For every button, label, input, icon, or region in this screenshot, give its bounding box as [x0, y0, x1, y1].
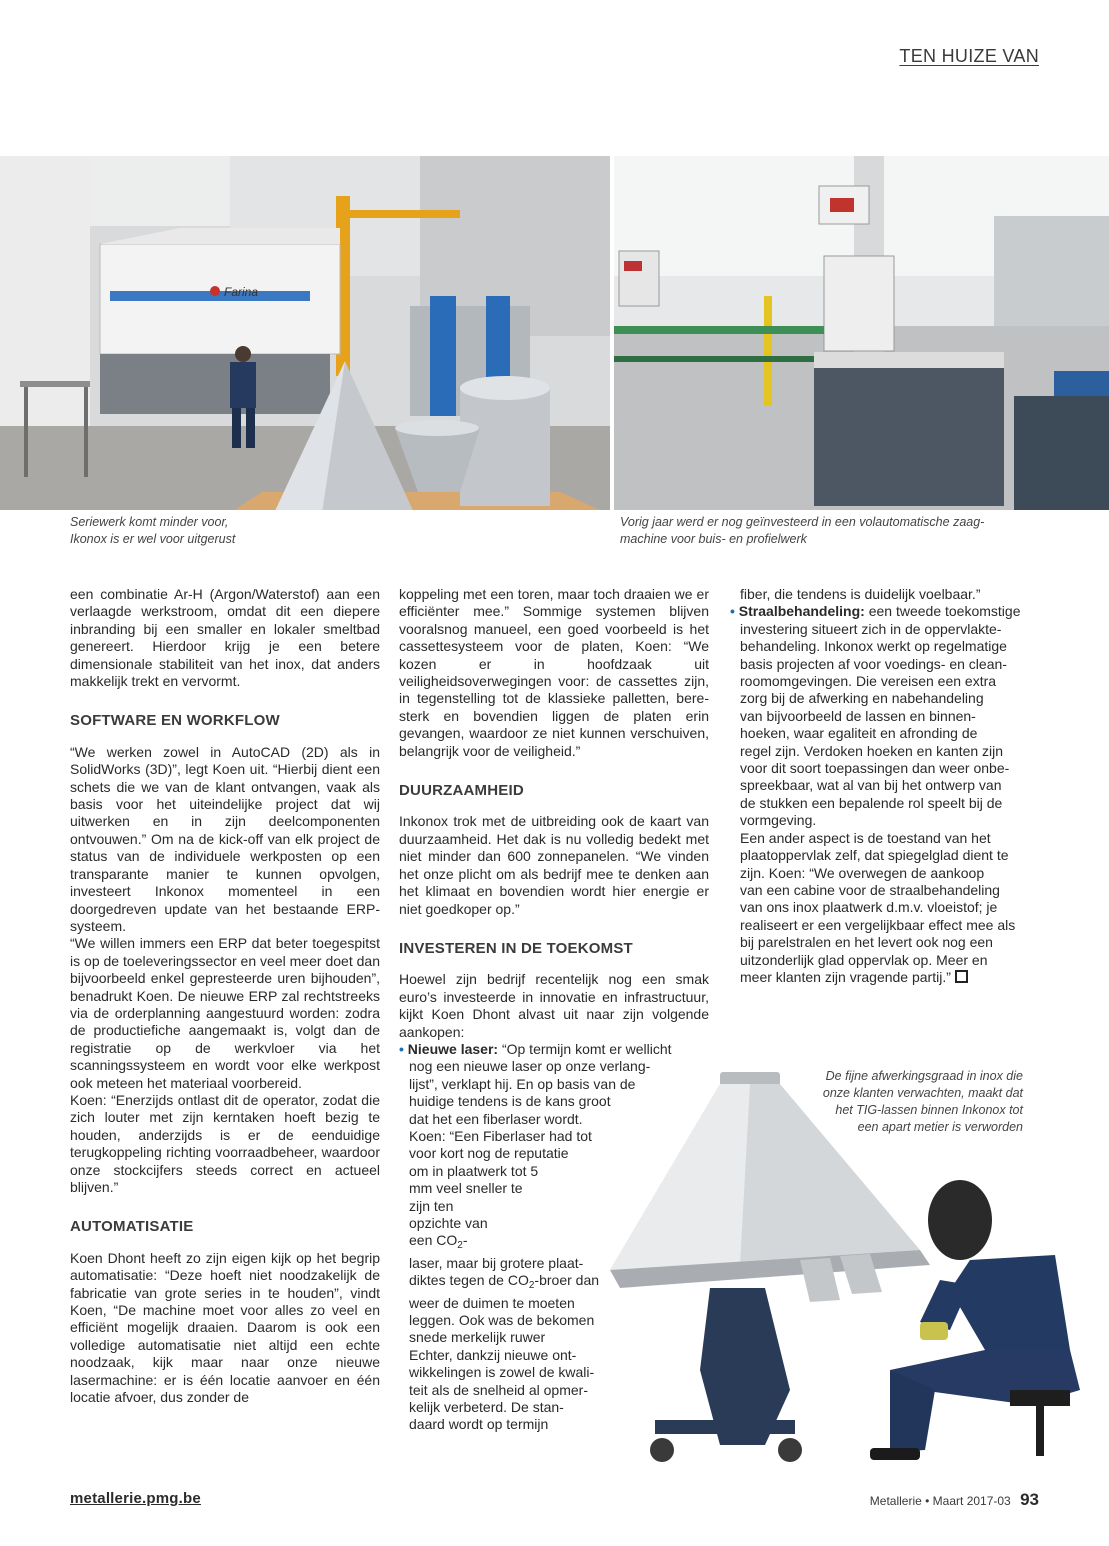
body-paragraph: “We willen immers een ERP dat beter toegespitst is op de toeleveringssector en veel meer doet dan bijvoorbeeld enkel gepresteerde uren bijhouden”, benadrukt Koen. De nieuwe ERP zal rechtstreeks via de orderplanning aangestuurd worden: zodra de productiefiche aangemaakt is, volgt dan de registratie op de werkvloer via het scanningssysteem en wordt voor elke werkpost ook meteen het materiaal voorbereid. [70, 935, 380, 1091]
body-paragraph: Koen: “Enerzijds ontlast dit de operator, zodat die zich louter met zijn kerntaken hoeft bezig te houden, anderzijds is er de eenduidige terugkoppeling richting voorraadbeheer, waardoor onze stockcijfers steeds correct en actueel blijven.” [70, 1091, 380, 1195]
bullet-lead: Straalbehandeling: [738, 603, 865, 620]
body-paragraph: Koen Dhont heeft zo zijn eigen kijk op het begrip automatisatie: “Deze hoeft niet noodzakelijk de fabricatie van grote series in te houden”, vindt Koen, “De machine moet voor alles zo veel en efficiënt mogelijk draaien. Daarom is ook een volledige automatisatie niet altijd een echte noodzaak, kijk maar naar onze nieuwe lasermachine: er is één locatie aanvoer en één locatie afvoer, dus zonder de [70, 1249, 380, 1406]
bullet-marker: • [399, 1040, 404, 1057]
section-heading-automatisatie: AUTOMATISATIE [70, 1218, 194, 1236]
workshop-photo-band-saw [614, 156, 1109, 510]
photo-caption-right: Vorig jaar werd er nog geïnvesteerd in een volautomatische zaag- machine voor buis- en profielwerk [620, 515, 985, 546]
body-paragraph: Inkonox trok met de uitbreiding ook de kaart van duurzaamheid. Het dak is nu volledig bedekt met niet minder dan 600 zonnepanelen. “We vinden het onze plicht om als bedrijf mee te denken aan het klimaat en bovendien wordt hier energie er niet goedkoper op.” [399, 813, 709, 917]
website-link[interactable]: metallerie.pmg.be [70, 1490, 201, 1507]
body-paragraph: Hoewel zijn bedrijf recentelijk nog een smak euro’s investeerde in innovatie en infrastructuur, kijkt Koen Dhont alvast uit naar zijn volgende aankopen: [399, 971, 709, 1040]
photo-caption-welder: De fijne afwerkingsgraad in inox die onze klanten verwachten, maakt dat het TIG-lassen binnen Inkonox tot een apart metier is verworden [822, 1069, 1023, 1134]
section-label: TEN HUIZE VAN [899, 46, 1039, 66]
body-paragraph: “We werken zowel in AutoCAD (2D) als in SolidWorks (3D)”, legt Koen uit. “Hierbij dient een schets die we van de klant ontvangen, vaak als basis voor het uiteindelijke project dat wij uitwerken en in zijn deelcomponenten ontvouwen.” Om na de kick-off van elk project de status van de individuele werkposten op een transparante manier te kunnen opvolgen, investeert Inkonox momenteel in een doorgedreven update van het bestaande ERP-systeem. [70, 743, 380, 934]
article-column-3: fiber, die tendens is duidelijk voelbaar.” • Straalbehandeling: een tweede toekomstige investering situeert zich in de oppervlakte- behandeling. Inkonox werkt op regelmatige basis projecten af voor voedings- en clean- roomomgevingen. Die vereisen een extra zorg bij de afwerking en nabehandeling van bijvoorbeeld de lassen en binnen- hoeken, waar egaliteit en afronding de regel zijn. Verdoken hoeken en kanten zijn voor dit soort toepassingen dan weer onbe- spreekbaar, wat al van bij het ontwerp van de stukken een bepalende rol speelt bij de vormgeving. Een ander aspect is de toestand van het plaatoppervlak zelf, dat spiegelglad dient te zijn. Koen: “We overwegen de aankoop van een cabine voor de straalbehandeling van ons inox plaatwerk d.m.v. vloeistof; je realiseert er een vergelijkbaar effect mee als bij parelstralen en het levert ook nog een uitzonderlijk glad oppervlak op. Meer en meer klanten zijn vragende partij.” [730, 586, 1040, 986]
publication-info: Metallerie • Maart 2017-03 [869, 1494, 1011, 1508]
workshop-photo-press-brake [0, 156, 610, 510]
bullet-straalbehandeling: • Straalbehandeling: een tweede toekomstige investering situeert zich in de oppervlakte- behandeling. Inkonox werkt op regelmatige basis projecten af voor voedings- en clean- roomomgevingen. Die vereisen een extra zorg bij de afwerking en nabehandeling van bijvoorbeeld de lassen en binnen- hoeken, waar egaliteit en afronding de regel zijn. Verdoken hoeken en kanten zijn voor dit soort toepassingen dan weer onbe- spreekbaar, wat al van bij het ontwerp van de stukken een bepalende rol speelt bij de vormgeving. Een ander aspect is de toestand van het plaatoppervlak zelf, dat spiegelglad dient te zijn. Koen: “We overwegen de aankoop van een cabine voor de straalbehandeling van ons inox plaatwerk d.m.v. vloeistof; je realiseert er een vergelijkbaar effect mee als bij parelstralen en het levert ook nog een uitzonderlijk glad oppervlak op. Meer en meer klanten zijn vragende partij.” [730, 603, 1021, 985]
section-heading-investeren: INVESTEREN IN DE TOEKOMST [399, 939, 633, 957]
page-footer [870, 1490, 1039, 1510]
body-paragraph: een combinatie Ar-H (Argon/Waterstof) aan een verlaagde werkstroom, omdat dit een diepere inbranding bij een smaller en lokaler smeltbad genereert. Hierdoor krijg je een betere dimensionale stabiliteit van het inox, dat anders makkelijk trekt en vervormt. [70, 586, 380, 690]
page-number: 93 [1020, 1490, 1039, 1509]
bullet-nieuwe-laser: • Nieuwe laser: “Op termijn komt er wellicht nog een nieuwe laser op onze verlang- lijst”, verklapt hij. En op basis van de huidige tendens is de kans groot dat het een fiberlaser wordt. Koen: “Een Fiberlaser had tot voor kort nog de reputatie om in plaatwerk tot 5 mm veel sneller te zijn ten opzichte van een $CO_2-$ laser, maar bij grotere plaat- diktes tegen de $CO_2$-broer dan weer de duimen te moeten leggen. Ook was de bekomen snede merkelijk ruwer Echter, dankzij nieuwe ont- wikkelingen is zowel de kwali- teit als de snelheid al opmer- kelijk verbeterd. De stan- daard wordt op termijn [399, 1040, 672, 1433]
section-heading-software: SOFTWARE EN WORKFLOW [70, 712, 280, 730]
photo-caption-left: Seriewerk komt minder voor, Ikonox is er wel voor uitgerust [70, 515, 236, 546]
body-paragraph: koppeling met een toren, maar toch draaien we er efficiënter mee.” Sommige systemen blijven vooralsnog manueel, een goed voorbeeld is het cassettesysteem voor de platen, Koen: “We kozen er in hoofdzaak uit veiligheidsoverwegingen voor: de cassettes zijn, in tegenstelling tot de klassieke palletten, bere-sterk en bovendien liggen de platen erin gevangen, waardoor ze niet kunnen verschuiven, belangrijk voor de veiligheid.” [399, 586, 709, 759]
machine-brand-text: Farina [224, 285, 259, 299]
article-end-icon [955, 970, 968, 983]
bullet-marker: • [730, 603, 735, 620]
bullet-lead: Nieuwe laser: [407, 1040, 499, 1057]
section-heading-duurzaamheid: DUURZAAMHEID [399, 782, 524, 800]
article-column-1 [70, 586, 380, 1406]
